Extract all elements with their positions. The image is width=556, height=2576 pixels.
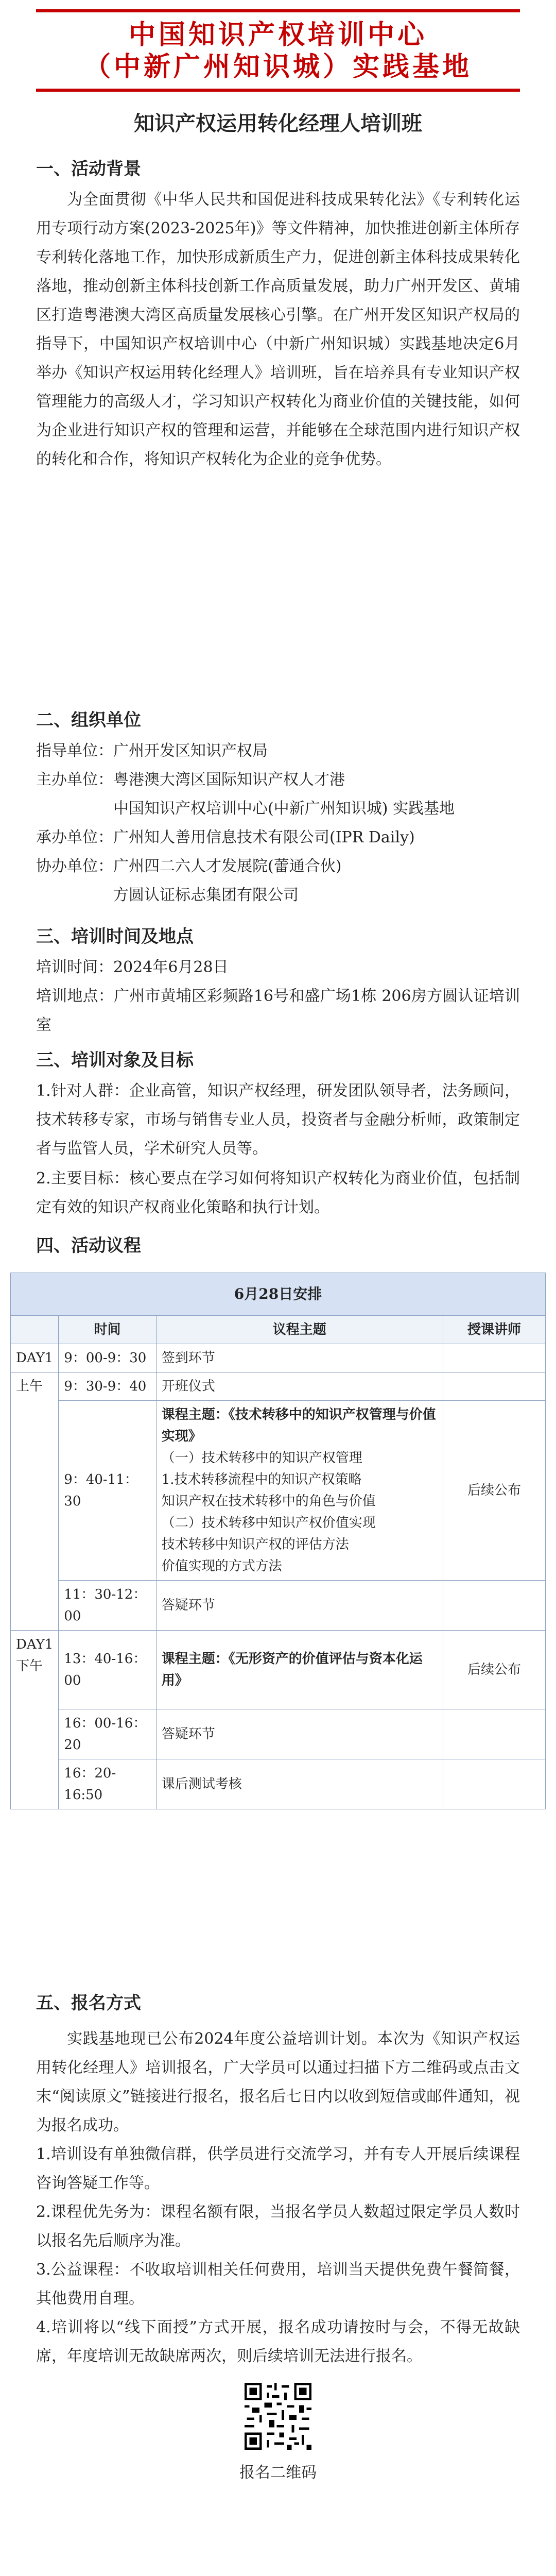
assist-unit: 协办单位： 广州四二六人才发展院(蕾通合伙) [36, 857, 342, 875]
table-row [11, 1344, 546, 1372]
row-content: 课后测试考核 [156, 1759, 443, 1809]
assist-unit-2: 方圆认证标志集团有限公司 [113, 886, 299, 904]
training-place: 培训地点：广州市黄埔区彩频路16号和盛广场1栋 206房方圆认证培训室 [36, 987, 520, 1034]
audience-goal-block [36, 1164, 520, 1222]
course-line: 价值实现的方式方法 [161, 1558, 282, 1574]
table-row [11, 1759, 546, 1809]
agenda-col-time: 时间 [59, 1316, 156, 1344]
row-content: 开班仪式 [156, 1372, 443, 1401]
row-speaker [443, 1581, 545, 1631]
signup-intro: 实践基地现已公布2024年度公益培训计划。本次为《知识产权运用转化经理人》培训报名，广大学员可以通过扫描下方二维码或点击文末“阅读原文”链接进行报名，报名后七日内以收到短信或邮件通知，视为报名成功。 [36, 2030, 520, 2134]
section-audience-title: 三、培训对象及目标 [36, 1050, 194, 1071]
row-content: 课程主题：《无形资产的价值评估与资本化运用》 [156, 1631, 443, 1709]
course-line: （一）技术转移中的知识产权管理 [161, 1450, 362, 1466]
section-time-place-title: 三、培训时间及地点 [36, 926, 194, 947]
row-period: DAY1 [11, 1344, 59, 1372]
row-time: 13：40-16：00 [59, 1631, 156, 1709]
agenda-col-period [11, 1316, 59, 1344]
signup-block [36, 2025, 520, 2371]
row-speaker [443, 1344, 545, 1372]
background-paragraph [36, 185, 520, 474]
section-organization-title: 二、组织单位 [36, 710, 141, 731]
section-signup-title: 五、报名方式 [36, 1993, 141, 2013]
background-text: 为全面贯彻《中华人民共和国促进科技成果转化法》《专利转化运用专项行动方案(2023-2025年)》等文件精神，加快推进创新主体所存专利转化落地工作，加快形成新质生产力，促进创新主体科技成果转化落地，推动创新主体科技创新工作高质量发展，助力广州开发区、黄埔区打造粤港澳大湾区高质量发展核心引擎。在广州开发区知识产权局的指导下，中国知识产权培训中心（中新广州知识城）实践基地决定6月举办《知识产权运用转化经理人》培训班，旨在培养具有专业知识产权管理能力的高级人才，学习知识产权转化为商业价值的关键技能，如何为企业进行知识产权的管理和运营，并能够在全球范围内进行知识产权的转化和合作，将知识产权转化为企业的竞争优势。 [36, 191, 520, 468]
agenda-table [10, 1273, 546, 1809]
course-line: 技术转移中知识产权的评估方法 [161, 1537, 349, 1552]
table-row [11, 1709, 546, 1759]
table-row [11, 1372, 546, 1401]
host-unit: 主办单位： 粤港澳大湾区国际知识产权人才港 [36, 771, 345, 789]
training-time: 培训时间：2024年6月28日 [36, 958, 229, 976]
row-content: 签到环节 [156, 1344, 443, 1372]
course-line: 1.技术转移流程中的知识产权策略 [161, 1472, 362, 1487]
time-place-block [36, 953, 520, 1040]
row-time: 11：30-12：00 [59, 1581, 156, 1631]
row-content: 答疑环节 [156, 1709, 443, 1759]
row-speaker [443, 1709, 545, 1759]
header-top-rule [36, 9, 520, 12]
agenda-day-header: 6月28日安排 [11, 1273, 546, 1316]
audience-block [36, 1077, 520, 1163]
signup-qr-code[interactable] [242, 2380, 314, 2452]
qr-caption: 报名二维码 [239, 2464, 317, 2482]
row-time: 9：40-11：30 [59, 1401, 156, 1581]
signup-rule-3: 3.公益课程：不收取培训相关任何费用，培训当天提供免费午餐简餐，其他费用自理。 [36, 2261, 520, 2308]
section-background-title: 一、活动背景 [36, 159, 141, 179]
course-line: （二）技术转移中知识产权价值实现 [161, 1515, 376, 1531]
row-period: DAY1 下午 [11, 1631, 59, 1809]
guide-unit: 指导单位： 广州开发区知识产权局 [36, 742, 268, 760]
course-title: 课程主题：《技术转移中的知识产权管理与价值实现》 [161, 1407, 436, 1444]
agenda-col-content: 议程主题 [156, 1316, 443, 1344]
row-time: 9：00-9：30 [59, 1344, 156, 1372]
header-line2: （中新广州知识城）实践基地 [83, 51, 472, 82]
section-agenda-title: 四、活动议程 [36, 1235, 141, 1256]
row-time: 9：30-9：40 [59, 1372, 156, 1401]
header-bottom-rule [36, 89, 520, 92]
row-time: 16：20-16:50 [59, 1759, 156, 1809]
document-title: 知识产权运用转化经理人培训班 [134, 111, 422, 135]
undertake-unit: 承办单位： 广州知人善用信息技术有限公司(IPR Daily) [36, 828, 415, 846]
table-row [11, 1581, 546, 1631]
course-line: 知识产权在技术转移中的角色与价值 [161, 1494, 376, 1509]
row-speaker: 后续公布 [443, 1401, 545, 1581]
row-time: 16：00-16：20 [59, 1709, 156, 1759]
signup-rule-4: 4.培训将以“线下面授”方式开展，报名成功请按时与会，不得无故缺席，年度培训无故缺席两次，则后续培训无法进行报名。 [36, 2318, 520, 2365]
row-speaker: 后续公布 [443, 1631, 545, 1709]
row-content-block [156, 1401, 443, 1581]
agenda-col-speaker: 授课讲师 [443, 1316, 545, 1344]
row-period: 上午 [11, 1372, 59, 1631]
audience-goal: 2.主要目标：核心要点在学习如何将知识产权转化为商业价值，包括制定有效的知识产权商业化策略和执行计划。 [36, 1170, 520, 1216]
table-row [11, 1631, 546, 1709]
signup-rule-1: 1.培训设有单独微信群，供学员进行交流学习，并有专人开展后续课程咨询答疑工作等。 [36, 2145, 520, 2192]
organization-list [36, 737, 520, 910]
table-row [11, 1401, 546, 1581]
agenda-region [0, 1164, 556, 1834]
row-speaker [443, 1372, 545, 1401]
host-unit-2: 中国知识产权培训中心(中新广州知识城) 实践基地 [113, 800, 455, 818]
header-line1: 中国知识产权培训中心 [128, 19, 427, 50]
row-content: 答疑环节 [156, 1581, 443, 1631]
row-speaker [443, 1759, 545, 1809]
audience-target: 1.针对人群：企业高管，知识产权经理，研发团队领导者，法务顾问，技术转移专家，市场与销售专业人员，投资者与金融分析师，政策制定者与监管人员，学术研究人员等。 [36, 1082, 520, 1158]
signup-rule-2: 2.课程优先务为：课程名额有限，当报名学员人数超过限定学员人数时以报名先后顺序为准。 [36, 2203, 520, 2250]
